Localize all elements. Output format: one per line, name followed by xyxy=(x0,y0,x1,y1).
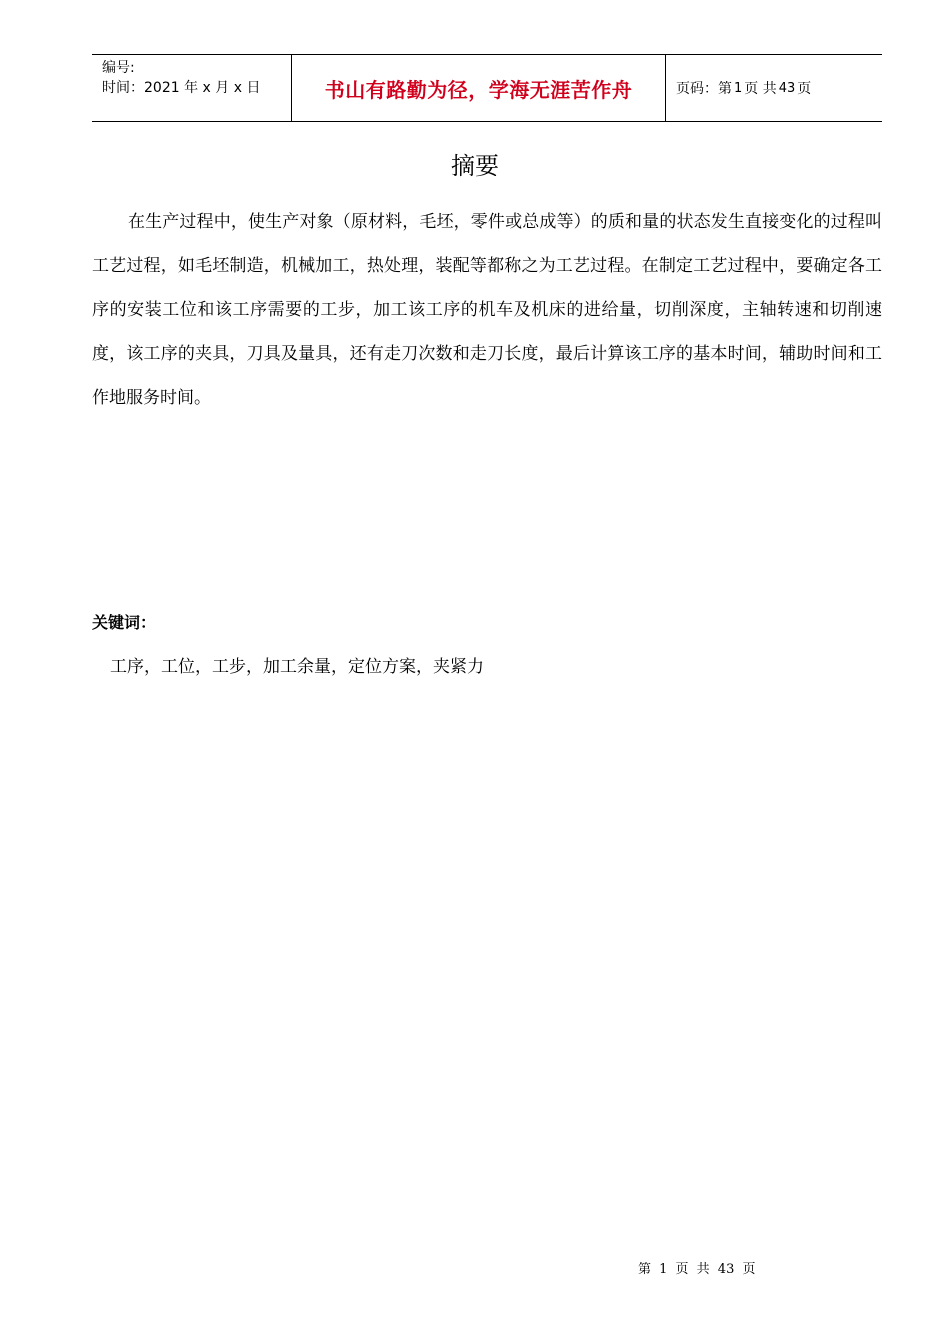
page-current: 1 xyxy=(734,80,743,96)
page-title: 摘要 xyxy=(451,152,499,180)
page-mid: 页 共 xyxy=(744,81,777,97)
header-motto-cell xyxy=(292,55,666,121)
page-total: 43 xyxy=(778,80,796,96)
keywords-text: 工序，工位，工步，加工余量，定位方案，夹紧力 xyxy=(110,657,484,677)
keywords-label: 关键词： xyxy=(92,613,157,632)
motto-text: 书山有路勤为径，学海无涯苦作舟 xyxy=(324,77,633,102)
document-date: 时间：2021 年 x 月 x 日 xyxy=(102,80,261,96)
abstract-paragraph: 在生产过程中，使生产对象（原材料，毛坯，零件或总成等）的质和量的状态发生直接变化的过程叫工艺过程，如毛坯制造，机械加工，热处理，装配等都称之为工艺过程。在制定工艺过程中，要确定各工序的安装工位和该工序需要的工步，加工该工序的机车及机床的进给量，切削深度，主轴转速和切削速度，该工序的夹具，刀具及量具，还有走刀次数和走刀长度，最后计算该工序的基本时间，辅助时间和工作地服务时间。 xyxy=(92,212,882,408)
header-page-cell xyxy=(666,55,882,121)
document-number-label: 编号: xyxy=(102,60,135,76)
page-footer: 第 1 页 共 43 页 xyxy=(638,1262,756,1277)
page-prefix: 页码：第 xyxy=(676,81,732,97)
header-info-cell xyxy=(92,55,292,121)
page-suffix: 页 xyxy=(797,81,812,97)
header-table xyxy=(92,54,882,122)
